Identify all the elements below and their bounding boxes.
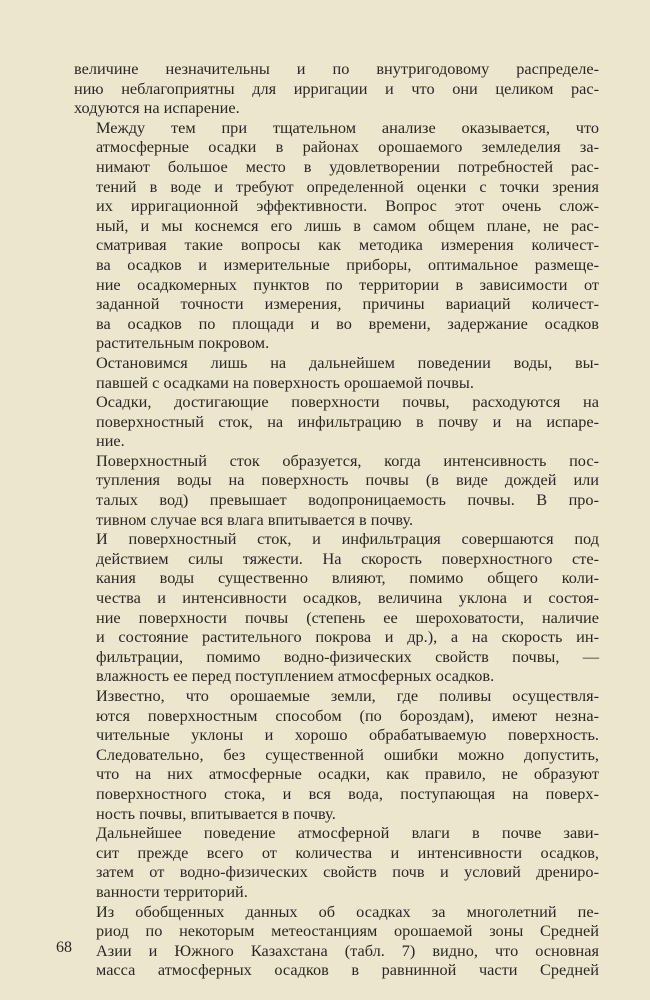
text-line: тивном случае вся влага впитывается в почву.: [96, 509, 414, 529]
text-line: Остановимся лишь на дальнейшем поведении воды, вы-: [96, 352, 599, 372]
text-line: павшей с осадками на поверхность орошаемой почвы.: [96, 372, 474, 392]
text-line: нимают большое место в удовлетворении потребностей рас-: [96, 156, 599, 176]
text-line: ва осадков и измерительные приборы, оптимальное размеще-: [96, 254, 599, 274]
paragraph: [74, 353, 599, 392]
text-line: ние.: [96, 431, 125, 451]
text-line: величине незначительны и по внутригодовому распределе-: [74, 59, 599, 78]
text-line: ванности территорий.: [96, 881, 248, 901]
text-line: кания воды существенно влияют, помимо общего коли-: [96, 568, 599, 588]
text-line: влажность ее перед поступлением атмосферных осадков.: [96, 666, 495, 686]
text-line: сматривая такие вопросы как методика измерения количест-: [96, 235, 599, 255]
text-line: ный, и мы коснемся его лишь в самом общем плане, не рас-: [96, 215, 599, 235]
text-line: поверхностный сток, на инфильтрацию в почву и на испаре-: [96, 411, 599, 431]
text-line: Азии и Южного Казахстана (табл. 7) видно, что основная: [96, 940, 599, 960]
text-line: ются поверхностным способом (по бороздам), имеют незна-: [96, 705, 599, 725]
paragraph: [74, 59, 599, 118]
page-number: 68: [56, 939, 72, 956]
text-line: талых вод) превышает водопроницаемость почвы. В про-: [96, 490, 599, 510]
text-line: затем от водно-физических свойств почв и условий дрениро-: [96, 862, 599, 882]
text-line: действием силы тяжести. На скорость поверхностного сте-: [96, 548, 599, 568]
text-line: Следовательно, без существенной ошибки можно допустить,: [96, 744, 599, 764]
text-line: что на них атмосферные осадки, как правило, не образуют: [96, 764, 599, 784]
text-line: Из обобщенных данных об осадках за многолетний пе-: [96, 901, 599, 921]
paragraph: [74, 823, 599, 901]
text-line: масса атмосферных осадков в равнинной части Средней: [96, 960, 599, 980]
paragraph: [74, 392, 599, 451]
text-line: поверхностного стока, и вся вода, поступающая на поверх-: [96, 783, 599, 803]
text-line: ва осадков по площади и во времени, задержание осадков: [96, 313, 599, 333]
text-line: нию неблагоприятны для ирригации и что они целиком рас-: [74, 78, 599, 98]
paragraph: [74, 686, 599, 823]
paragraph: [74, 529, 599, 686]
text-line: Поверхностный сток образуется, когда интенсивность пос-: [96, 450, 599, 470]
text-line: ходуются на испарение.: [74, 98, 240, 118]
text-line: и состояние растительного покрова и др.), а на скорость ин-: [96, 627, 599, 647]
paragraph: [74, 451, 599, 529]
text-line: сит прежде всего от количества и интенсивности осадков,: [96, 842, 599, 862]
text-line: ние поверхности почвы (степень ее шероховатости, наличие: [96, 607, 599, 627]
text-line: атмосферные осадки в районах орошаемого земледелия за-: [96, 137, 599, 157]
text-line: И поверхностный сток, и инфильтрация совершаются под: [96, 529, 599, 549]
text-line: Между тем при тщательном анализе оказывается, что: [96, 117, 599, 137]
text-line: фильтрации, помимо водно-физических свойств почвы, —: [96, 646, 599, 666]
text-line: риод по некоторым метеостанциям орошаемой зоны Средней: [96, 921, 599, 941]
text-line: их ирригационной эффективности. Вопрос этот очень слож-: [96, 196, 599, 216]
text-line: ность почвы, впитывается в почву.: [96, 803, 336, 823]
text-line: тений в воде и требуют определенной оценки с точки зрения: [96, 176, 599, 196]
text-line: чества и интенсивности осадков, величина уклона и состоя-: [96, 588, 599, 608]
text-line: чительные уклоны и хорошо обрабатываемую поверхность.: [96, 725, 599, 745]
text-line: Осадки, достигающие поверхности почвы, расходуются на: [96, 392, 599, 412]
paragraph: [74, 118, 599, 353]
body-text: [74, 59, 599, 980]
text-line: растительным покровом.: [96, 333, 270, 353]
text-line: ние осадкомерных пунктов по территории в зависимости от: [96, 274, 599, 294]
text-line: заданной точности измерения, причины вариаций количест-: [96, 294, 599, 314]
paragraph: [74, 902, 599, 980]
text-line: Дальнейшее поведение атмосферной влаги в почве зави-: [96, 823, 599, 843]
text-line: Известно, что орошаемые земли, где поливы осуществля-: [96, 686, 599, 705]
text-line: тупления воды на поверхность почвы (в виде дождей или: [96, 470, 599, 490]
